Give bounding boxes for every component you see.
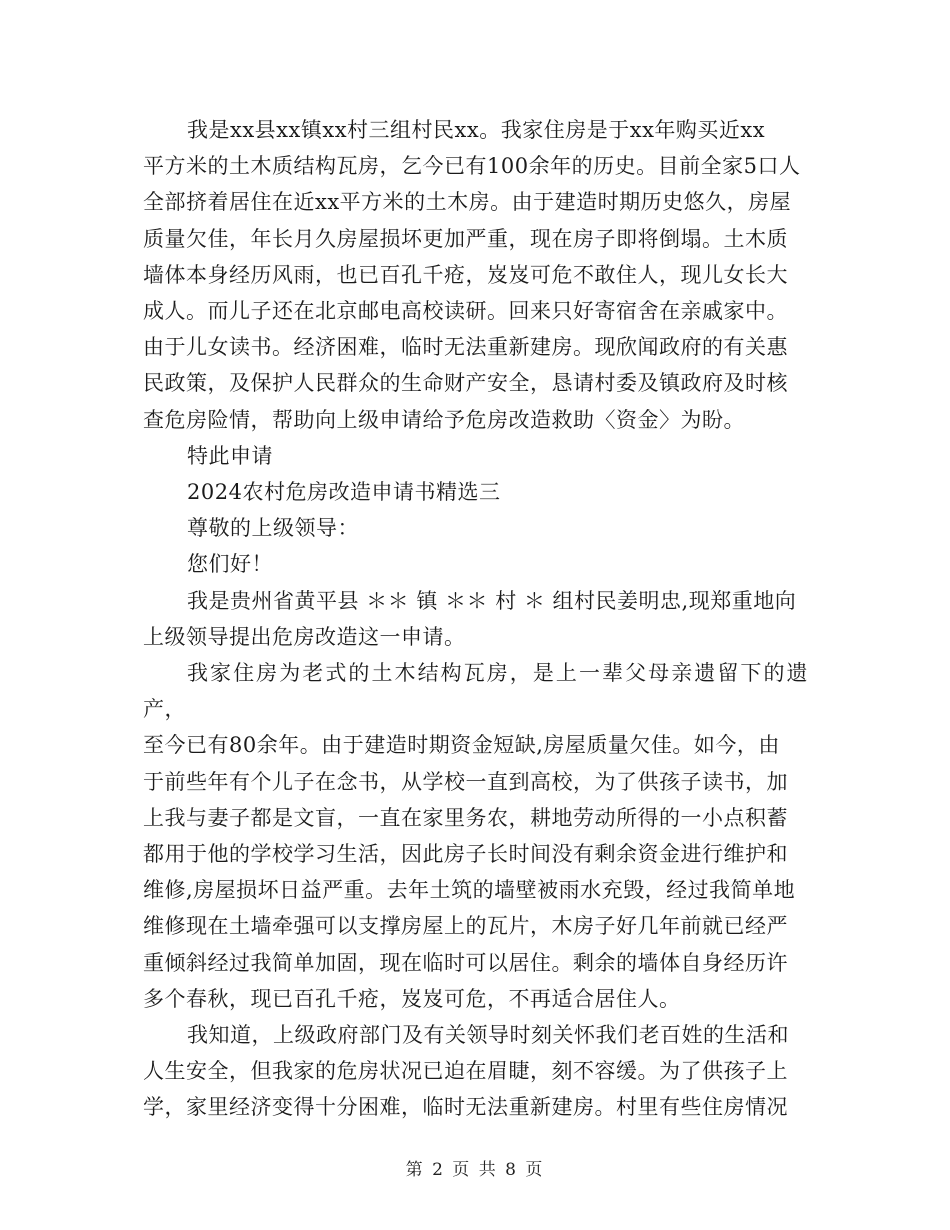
document-body — [143, 112, 808, 1126]
greeting: 您们好！ — [187, 552, 273, 577]
paragraph-2: 我是贵州省黄平县 ＊＊ 镇 ＊＊ 村 ＊ 组村民姜明忠,现郑重地向 上级领导提出危房改造这一申请。 — [143, 588, 797, 649]
section-heading: 2024农村危房改造申请书精选三 — [187, 480, 501, 505]
closing-line: 特此申请 — [187, 443, 273, 468]
salutation: 尊敬的上级领导： — [187, 516, 359, 541]
paragraph-4: 我知道，上级政府部门及有关领导时刻关怀我们老百姓的生活和 人生安全，但我家的危房状况已迫在眉睫，刻不容缓。为了供孩子上 学，家里经济变得十分困难，临时无法重新建房。村里有些住房情况 — [143, 1023, 789, 1120]
page-footer: 第 2 页 共 8 页 — [405, 1160, 545, 1180]
paragraph-1: 我是xx县xx镇xx村三组村民xx。我家住房是于xx年购买近xx 平方米的土木质结构瓦房，乞今已有100余年的历史。目前全家5口人 全部挤着居住在近xx平方米的土木房。由于建造时期历史悠久，房屋 质量欠佳，年长月久房屋损坏更加严重，现在房子即将倒塌。土木质 墙体本身经历风雨，也已百孔千疮，岌岌可危不敢住人，现儿女长大 成人。而儿子还在北京邮电高校读研。回来只好寄宿舍在亲戚家中。 由于儿女读书。经济困难，临时无法重新建房。现欣闻政府的有关惠 民政策，及保护人民群众的生命财产安全，恳请村委及镇政府及时核 查危房险情，帮助向上级申请给予危房改造救助〈资金〉为盼。 — [143, 118, 801, 432]
paragraph-3: 我家住房为老式的土木结构瓦房，是上一辈父母亲遗留下的遗产， 至今已有80余年。由于建造时期资金短缺,房屋质量欠佳。如今，由 于前些年有个儿子在念书，从学校一直到高校，为了供孩子读书，加 上我与妻子都是文盲，一直在家里务农，耕地劳动所得的一小点积蓄 都用于他的学校学习生活，因此房子长时间没有剩余资金进行维护和 维修,房屋损坏日益严重。去年土筑的墙壁被雨水充毁，经过我简单地 维修现在土墙牵强可以支撑房屋上的瓦片，木房子好几年前就已经严 重倾斜经过我简单加固，现在临时可以居住。剩余的墙体自身经历许 多个春秋，现已百孔千疮，岌岌可危，不再适合居住人。 — [143, 661, 808, 1011]
